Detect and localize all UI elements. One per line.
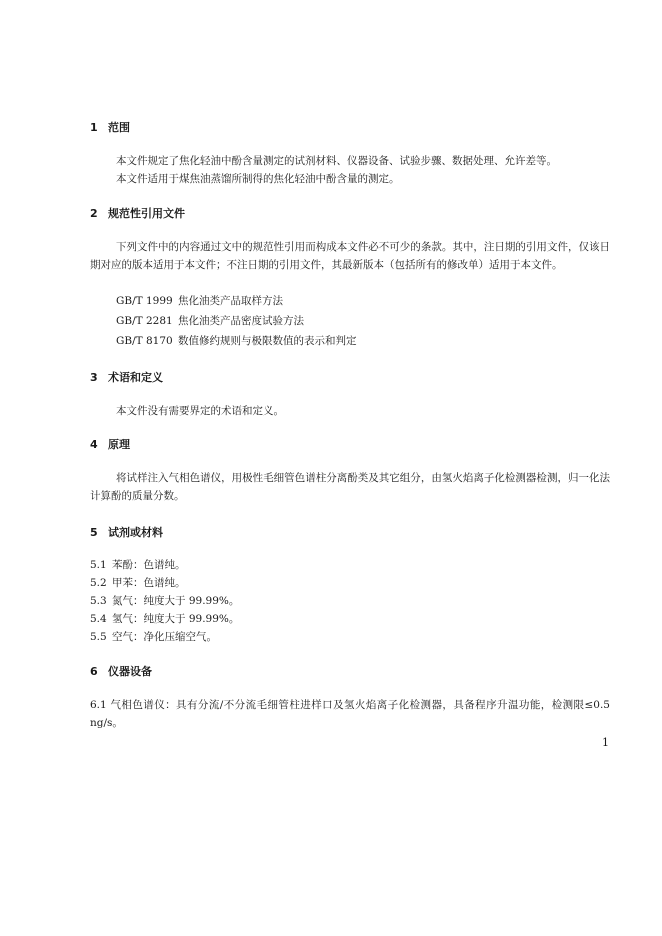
section-2-paragraph-1: 下列文件中的内容通过文中的规范性引用而构成本文件必不可少的条款。其中，注日期的引用文件，仅该日期对应的版本适用于本文件；不注日期的引用文件，其最新版本（包括所有的修改单）适用于本文件。 [90,241,610,271]
section-4-heading [90,438,130,452]
list-item [90,576,186,590]
item-number: 5.4 [90,613,107,625]
section-number: 1 [90,121,98,134]
list-item [90,594,239,608]
reference-code: GB/T 2281 [116,315,173,327]
normative-reference [116,294,283,308]
reference-code: GB/T 1999 [116,295,173,307]
section-5-heading [90,526,163,540]
section-title: 试剂或材料 [108,526,163,539]
section-6-heading [90,665,152,679]
item-number: 5.3 [90,595,107,607]
section-number: 3 [90,371,98,384]
section-title: 原理 [108,438,130,451]
reference-title: 数值修约规则与极限数值的表示和判定 [178,335,357,347]
section-number: 4 [90,438,98,451]
section-number: 6 [90,665,98,678]
section-6-paragraph-1: 6.1 气相色谱仪：具有分流/不分流毛细管柱进样口及氢火焰离子化检测器，具备程序升温功能，检测限≤0.5 ng/s。 [90,699,610,729]
list-item [90,612,239,626]
item-text: 空气：净化压缩空气。 [112,631,217,643]
list-item [90,630,217,644]
item-number: 5.5 [90,631,107,643]
item-text: 甲苯：色谱纯。 [112,577,186,589]
item-number: 5.2 [90,577,107,589]
item-number: 5.1 [90,559,107,571]
item-text: 氮气：纯度大于 99.99%。 [112,595,240,607]
reference-title: 焦化油类产品密度试验方法 [178,315,304,327]
section-number: 5 [90,526,98,539]
section-number: 2 [90,207,98,220]
item-text: 苯酚：色谱纯。 [112,559,186,571]
section-3-heading [90,371,163,385]
item-text: 氢气：纯度大于 99.99%。 [112,613,240,625]
section-1-paragraph-1: 本文件规定了焦化轻油中酚含量测定的试剂材料、仪器设备、试验步骤、数据处理、允许差等。 [116,155,557,167]
section-title: 规范性引用文件 [108,207,185,220]
page-number: 1 [602,736,609,749]
reference-code: GB/T 8170 [116,335,173,347]
list-item [90,558,186,572]
section-3-paragraph-1: 本文件没有需要界定的术语和定义。 [116,405,284,417]
reference-title: 焦化油类产品取样方法 [178,295,283,307]
section-title: 术语和定义 [108,371,163,384]
section-title: 范围 [108,121,130,134]
normative-reference [116,314,304,328]
normative-reference [116,334,357,348]
section-2-heading [90,207,185,221]
section-title: 仪器设备 [108,665,152,678]
section-1-paragraph-2: 本文件适用于煤焦油蒸馏所制得的焦化轻油中酚含量的测定。 [116,173,400,185]
section-1-heading [90,121,130,135]
section-4-paragraph-1: 将试样注入气相色谱仪，用极性毛细管色谱柱分离酚类及其它组分，由氢火焰离子化检测器检测，归一化法计算酚的质量分数。 [90,472,610,502]
